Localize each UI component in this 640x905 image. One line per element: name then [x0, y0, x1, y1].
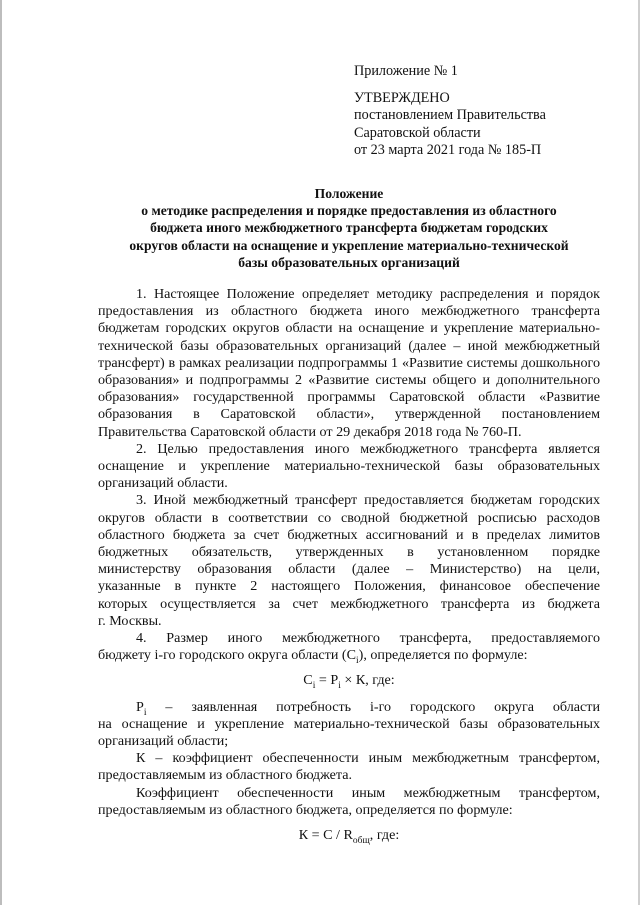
title-heading: Положение	[314, 186, 384, 201]
text-line: которых осуществляется за счет межбюджетного трансферта из бюджета	[98, 595, 600, 612]
paragraph-3	[98, 492, 600, 630]
formula-left: К = С / R	[298, 827, 353, 844]
appendix-label: Приложение № 1	[354, 63, 458, 79]
definition-k	[98, 750, 600, 784]
text-segment: – заявленная потребность i-го городского округа области	[146, 698, 600, 715]
subscript-i: i	[355, 656, 359, 665]
definition-p	[98, 699, 600, 751]
text-line: предоставляемым из областного бюджета.	[98, 767, 353, 784]
scan-edge-left	[0, 0, 2, 905]
text-line: предоставляемым из областного бюджета, определяется по формуле:	[98, 801, 513, 818]
symbol-p: P	[136, 698, 144, 715]
approval-date-line: от 23 марта 2021 года № 185-П	[354, 142, 542, 158]
text-line	[98, 699, 600, 716]
text-line: Правительства Саратовской области от 29 декабря 2018 года № 760-П.	[98, 423, 522, 440]
title-line: бюджета иного межбюджетного трансферта бюджетам городских	[150, 220, 548, 236]
title-line: базы образовательных организаций	[238, 254, 460, 270]
subscript-i: i	[143, 707, 147, 716]
coefficient-paragraph	[98, 785, 600, 819]
title-line: о методике распределения и порядке предоставления из областного	[141, 203, 557, 219]
formula-ci	[98, 672, 600, 692]
text-line: 3. Иной межбюджетный трансферт предоставляется бюджетам городских	[136, 492, 600, 509]
text-line: оснащение и укрепление материально-технической базы образовательных	[98, 458, 600, 475]
text-line: предоставления из областного бюджета иного межбюджетного трансферта	[98, 303, 600, 320]
text-line: организаций области;	[98, 733, 229, 750]
formula-k	[98, 827, 600, 844]
paragraph-2	[98, 441, 600, 493]
text-line: технической базы образовательных организаций (далее – иной межбюджетный	[98, 337, 600, 354]
formula-sub-i: i	[338, 681, 341, 692]
text-line: г. Москвы.	[98, 612, 162, 629]
approved-label: УТВЕРЖДЕНО	[354, 89, 450, 106]
formula-rest: , где:	[369, 827, 400, 844]
text-line	[98, 647, 600, 664]
text-line: образования в Саратовской области», утвержденной постановлением	[98, 406, 600, 423]
text-line: Коэффициент обеспеченности иным межбюджетным трансфертом,	[136, 784, 600, 801]
approved-by-line-2: Саратовской области	[354, 124, 481, 141]
text-line: округов области в соответствии со сводной бюджетной росписью расходов	[98, 509, 600, 526]
text-line: К – коэффициент обеспеченности иным межбюджетным трансфертом,	[136, 750, 600, 767]
approval-block	[354, 63, 546, 160]
text-line: бюджетных обязательств, утвержденных в установленном порядке	[98, 544, 600, 561]
text-line: указанные в пункте 2 настоящего Положения, финансовое обеспечение	[98, 578, 600, 595]
text-line: образования» и подпрограммы 2 «Развитие системы общего и дополнительного	[98, 372, 600, 389]
formula-rest: × К, где:	[340, 672, 395, 689]
text-line: образования» государственной программы Саратовской области «Развитие	[98, 389, 600, 406]
formula-sub-total: общ	[352, 835, 370, 846]
text-line: областного бюджета за счет бюджетных ассигнований и в пределах лимитов	[98, 526, 600, 543]
text-line: министерству образования области (далее – Министерство) на цели,	[98, 561, 600, 578]
text-segment: ), определяется по формуле:	[358, 647, 528, 664]
text-line: организаций области.	[98, 475, 228, 492]
text-segment: бюджету i-го городского округа области (C	[98, 647, 356, 664]
formula-eq: = P	[315, 672, 339, 689]
document-body	[98, 286, 600, 853]
text-line: на оснащение и укрепление материально-технической базы образовательных	[98, 715, 600, 732]
formula-sub-i: i	[312, 681, 316, 692]
paragraph-4	[98, 630, 600, 664]
text-line: 4. Размер иного межбюджетного трансферта, предоставляемого	[136, 630, 600, 647]
document-title	[98, 185, 600, 271]
formula-c: C	[303, 672, 313, 689]
text-line: трансферт) в рамках реализации подпрограммы 1 «Развитие системы дошкольного	[98, 354, 600, 371]
text-line: 1. Настоящее Положение определяет методику распределения и порядок	[136, 286, 600, 302]
title-line: округов области на оснащение и укрепление материально-технической	[129, 237, 569, 253]
text-line: бюджетам городских округов области на оснащение и укрепление материально-	[98, 320, 600, 337]
paragraph-1	[98, 286, 600, 441]
text-line: 2. Целью предоставления иного межбюджетного трансферта является	[136, 440, 600, 457]
approved-by-line-1: постановлением Правительства	[354, 107, 546, 123]
